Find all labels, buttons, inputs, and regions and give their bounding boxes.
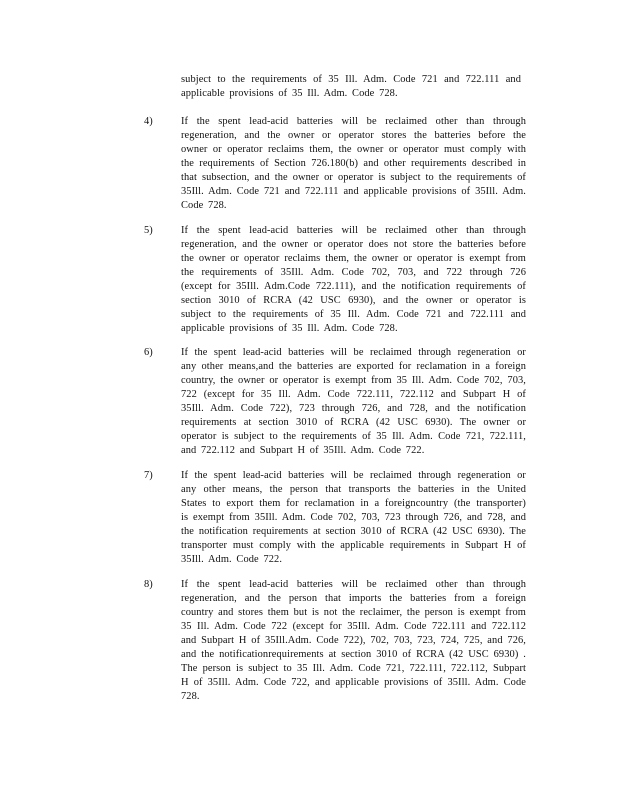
continued-paragraph: subject to the requirements of 35 Ill. Adm. Code 721 and 722.111 and applicable provisions of 35 Ill. Adm. Code 728. [181, 74, 521, 99]
item-number: 6) [144, 347, 153, 358]
item-number: 4) [144, 116, 153, 127]
item-text: If the spent lead-acid batteries will be reclaimed through regeneration or any other means,and the batteries are exported for reclamation in a foreign country, the owner or operator is exempt from 35 Ill. Adm. Code 702, 703, 722 (except for 35 Ill. Adm. Code 722.111, 722.112 and Subpart H of 35Ill. Adm. Code 722), 723 through 726, and 728, and the notification requirements at section 3010 of RCRA (42 USC 6930). The owner or operator is subject to the requirements of 35 Ill. Adm. Code 721, 722.111, and 722.112 and Subpart H of 35Ill. Adm. Code 722. [181, 347, 526, 456]
item-text: If the spent lead-acid batteries will be reclaimed other than through regeneration, and the owner or operator stores the batteries before the owner or operator reclaims them, the owner or operator must comply with the requirements of Section 726.180(b) and other requirements described in that subsection, and the owner or operator is subject to the requirements of 35Ill. Adm. Code 721 and 722.111 and applicable provisions of 35Ill. Adm. Code 728. [181, 116, 526, 211]
item-text: If the spent lead-acid batteries will be reclaimed through regeneration or any other means, the person that transports the batteries in the United States to export them for reclamation in a foreigncountry (the transporter) is exempt from 35Ill. Adm. Code 702, 703, 723 through 726, and 728, and the notification requirements at section 3010 of RCRA (42 USC 6930). The transporter must comply with the applicable requirements in Subpart H of 35Ill. Adm. Code 722. [181, 470, 526, 565]
item-number: 8) [144, 579, 153, 590]
item-number: 7) [144, 470, 153, 481]
item-number: 5) [144, 225, 153, 236]
item-text: If the spent lead-acid batteries will be reclaimed other than through regeneration, and the owner or operator does not store the batteries before the owner or operator reclaims them, the owner or operator is exempt from the requirements of 35Ill. Adm. Code 702, 703, and 722 through 726 (except for 35Ill. Adm.Code 722.111), and the notification requirements of section 3010 of RCRA (42 USC 6930), and the owner or operator is subject to the requirements of 35 Ill. Adm. Code 721 and 722.111 and applicable provisions of 35 Ill. Adm. Code 728. [181, 225, 526, 334]
item-text: If the spent lead-acid batteries will be reclaimed other than through regeneration, and the person that imports the batteries from a foreign country and stores them but is not the reclaimer, the person is exempt from 35 Ill. Adm. Code 722 (except for 35Ill. Adm. Code 722.111 and 722.112 and Subpart H of 35Ill.Adm. Code 722), 702, 703, 723, 724, 725, and 726, and the notificationrequirements at section 3010 of RCRA (42 USC 6930) . The person is subject to 35 Ill. Adm. Code 721, 722.111, 722.112, Subpart H of 35Ill. Adm. Code 722, and applicable provisions of 35Ill. Adm. Code 728. [181, 579, 526, 702]
